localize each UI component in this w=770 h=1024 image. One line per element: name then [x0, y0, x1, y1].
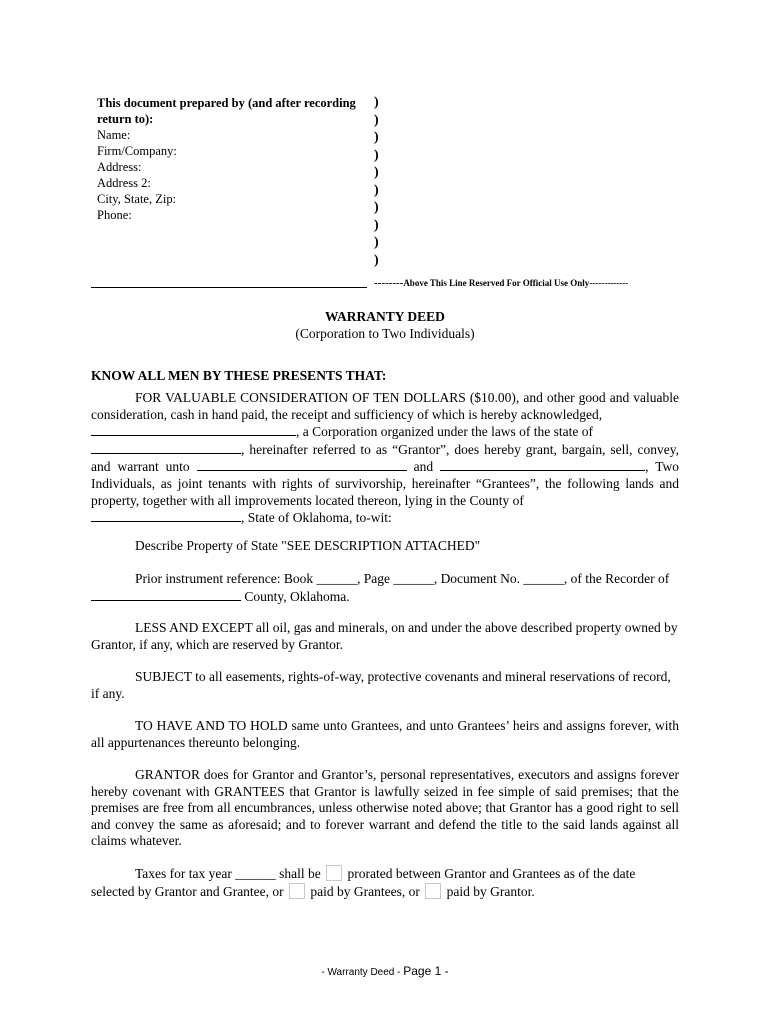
- state-blank[interactable]: [91, 441, 241, 454]
- consideration-line-2: [91, 423, 679, 441]
- know-all-heading: KNOW ALL MEN BY THESE PRESENTS THAT:: [91, 368, 387, 383]
- county-blank[interactable]: [91, 509, 241, 522]
- prior-instrument-text-2: County, Oklahoma.: [244, 588, 350, 604]
- consideration-text-5: , Two Individuals, as joint tenants with rights of survivorship, hereinafter “Grantees”, the following lands and property, together with all improvements located thereon, lying in the County of: [91, 459, 680, 508]
- taxes-text-3: paid by Grantees, or: [310, 883, 420, 899]
- grantor-covenant-paragraph: GRANTOR does for Grantor and Grantor’s, personal representatives, executors and assigns forever hereby covenant with GRANTEES that Grantor is lawfully seized in fee simple of said premises; that the premises are free from all encumbrances, unless otherwise noted above; that Grantor has a good right to sell and convey the same as aforesaid; and to forever warrant and defend the title to the said lands against all claims whatever.: [91, 767, 679, 849]
- paren: ): [374, 200, 379, 215]
- paren: ): [374, 217, 379, 233]
- paid-by-grantees-checkbox[interactable]: [289, 883, 305, 899]
- recording-underline: [91, 287, 367, 288]
- footer-doc-name: - Warranty Deed -: [321, 967, 401, 978]
- document-subtitle: (Corporation to Two Individuals): [295, 326, 475, 341]
- taxes-text-1: Taxes for tax year ______ shall be: [135, 866, 321, 881]
- consideration-line-4: [91, 509, 679, 527]
- consideration-text-2: , a Corporation organized under the laws of the state of: [296, 424, 594, 440]
- less-except-paragraph: LESS AND EXCEPT all oil, gas and minerals, on and under the above described property owned by Grantor, if any, which are reserved by Grantor.: [91, 620, 678, 652]
- taxes-paragraph: [91, 865, 679, 900]
- reserved-text: Above This Line Reserved For Official Use Only: [403, 278, 590, 288]
- paren: ): [374, 147, 379, 163]
- consideration-text-6: , State of Oklahoma, to-wit:: [241, 510, 392, 526]
- paren: ): [374, 112, 379, 128]
- taxes-text-4: paid by Grantor.: [446, 883, 535, 899]
- page-footer: [0, 964, 770, 978]
- reserved-line-label: [374, 277, 628, 289]
- field-city-state-zip: City, State, Zip:: [97, 192, 177, 206]
- field-phone: Phone:: [97, 208, 132, 222]
- taxes-text-2: prorated between Grantor and Grantees as of the date selected by Grantor and Grantee, or: [91, 866, 636, 899]
- prior-instrument-line-1: Prior instrument reference: Book ______, Page ______, Document No. ______, of the Recorder of: [135, 571, 670, 586]
- grantee-2-blank[interactable]: [440, 458, 645, 471]
- subject-to-paragraph: SUBJECT to all easements, rights-of-way, protective covenants and mineral reservations of record, if any.: [91, 669, 671, 701]
- prepared-by-heading: This document prepared by (and after recording return to):: [97, 96, 356, 126]
- paren: ): [374, 130, 379, 145]
- field-firm: Firm/Company:: [97, 144, 177, 158]
- reserved-dashes-left: --------: [374, 277, 404, 289]
- prorated-checkbox[interactable]: [326, 865, 342, 881]
- footer-page-number: Page 1 -: [403, 964, 449, 978]
- paren: ): [374, 252, 379, 268]
- consideration-text-3: , hereinafter referred to as “Grantor”, does hereby grant, bargain, sell, convey, and warrant unto: [91, 441, 679, 475]
- prepared-by-block: [97, 95, 367, 223]
- recorder-county-blank[interactable]: [91, 588, 241, 601]
- field-name: Name:: [97, 128, 131, 142]
- corporation-name-blank[interactable]: [91, 423, 296, 436]
- prior-instrument-line-2: [91, 588, 679, 606]
- paren: ): [374, 95, 379, 110]
- describe-property: Describe Property of State "SEE DESCRIPTION ATTACHED": [135, 538, 481, 553]
- to-have-paragraph: TO HAVE AND TO HOLD same unto Grantees, and unto Grantees’ heirs and assigns forever, with all appurtenances thereunto belonging.: [91, 718, 679, 750]
- consideration-line-3: [91, 441, 679, 509]
- paren: ): [374, 235, 379, 250]
- paren-column: [374, 94, 379, 269]
- paren: ): [374, 182, 379, 198]
- prior-instrument-paragraph: [91, 571, 679, 605]
- consideration-line-1: FOR VALUABLE CONSIDERATION OF TEN DOLLARS ($10.00), and other good and valuable consideration, cash in hand paid, the receipt and sufficiency of which is hereby acknowledged,: [91, 390, 679, 422]
- consideration-paragraph: [91, 390, 679, 527]
- document-title: WARRANTY DEED: [325, 309, 445, 324]
- field-address-2: Address 2:: [97, 176, 151, 190]
- reserved-dashes-right: -------------: [589, 278, 629, 288]
- paren: ): [374, 165, 379, 180]
- grantee-1-blank[interactable]: [197, 458, 407, 471]
- consideration-text-4: and: [413, 459, 434, 475]
- paid-by-grantor-checkbox[interactable]: [425, 883, 441, 899]
- field-address: Address:: [97, 160, 142, 174]
